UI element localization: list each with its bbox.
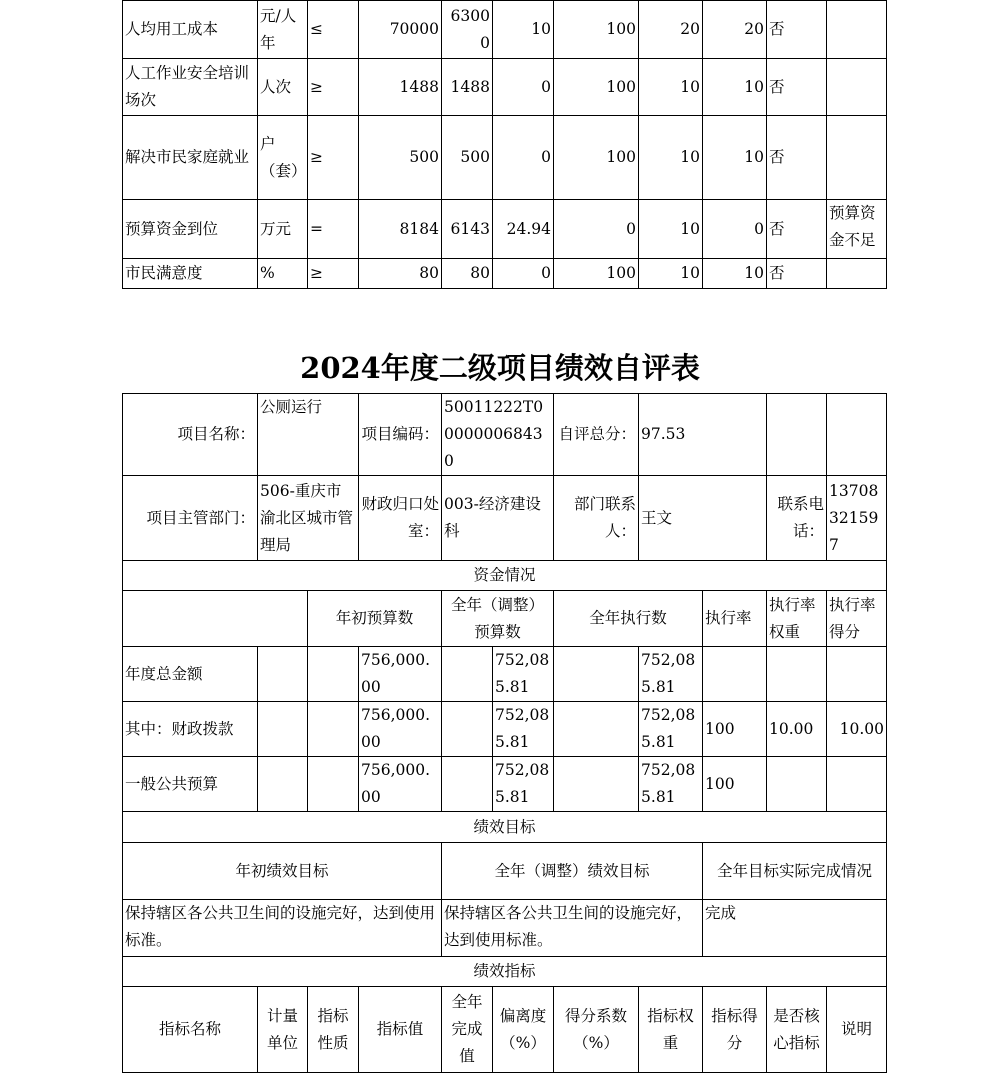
funds-adjusted: 752,085.81 bbox=[493, 757, 554, 812]
indicator-cell: 预算资金不足 bbox=[827, 200, 887, 259]
indicator-cell: 否 bbox=[767, 200, 827, 259]
indicator-cell: 1488 bbox=[359, 59, 442, 116]
funds-header: 执行率得分 bbox=[827, 591, 887, 647]
indicator-cell: 0 bbox=[703, 200, 767, 259]
funds-score bbox=[827, 647, 887, 702]
funds-header: 执行率 bbox=[703, 591, 767, 647]
indicator-cell: 万元 bbox=[258, 200, 308, 259]
indicator-header: 得分系数（%） bbox=[554, 987, 639, 1073]
self-evaluation-table bbox=[122, 393, 887, 1073]
empty-cell bbox=[258, 702, 308, 757]
funds-row bbox=[123, 647, 887, 702]
goal-initial: 保持辖区各公共卫生间的设施完好，达到使用标准。 bbox=[123, 900, 442, 957]
indicator-cell: 100 bbox=[554, 259, 639, 289]
indicator-cell: 10 bbox=[703, 59, 767, 116]
funds-label: 年度总金额 bbox=[123, 647, 258, 702]
funds-executed: 752,085.81 bbox=[639, 647, 703, 702]
indicator-cell: 80 bbox=[359, 259, 442, 289]
project-code-label: 项目编码： bbox=[359, 394, 442, 476]
indicator-cell: 1488 bbox=[442, 59, 493, 116]
contact-label: 部门联系人： bbox=[554, 476, 639, 561]
self-score-label: 自评总分： bbox=[554, 394, 639, 476]
page-title: 2024年度二级项目绩效自评表 bbox=[300, 351, 700, 385]
funds-initial: 756,000.00 bbox=[359, 702, 442, 757]
indicator-cell: 24.94 bbox=[493, 200, 554, 259]
indicator-cell: 10 bbox=[639, 200, 703, 259]
indicator-cell: 10 bbox=[639, 116, 703, 200]
indicator-header: 指标权重 bbox=[639, 987, 703, 1073]
funds-header: 全年执行数 bbox=[554, 591, 703, 647]
funds-adjusted: 752,085.81 bbox=[493, 647, 554, 702]
indicator-cell: 元/人年 bbox=[258, 1, 308, 59]
goal-adjusted: 保持辖区各公共卫生间的设施完好，达到使用标准。 bbox=[442, 900, 703, 957]
empty-cell bbox=[442, 647, 493, 702]
empty-cell bbox=[554, 702, 639, 757]
empty-cell bbox=[258, 647, 308, 702]
indicator-cell: 否 bbox=[767, 116, 827, 200]
indicator-header: 指标值 bbox=[359, 987, 442, 1073]
funds-score bbox=[827, 757, 887, 812]
indicators-section-header: 绩效指标 bbox=[123, 957, 887, 987]
indicator-row bbox=[123, 1, 887, 59]
indicator-cell: 63000 bbox=[442, 1, 493, 59]
indicator-cell: 0 bbox=[493, 59, 554, 116]
department-row bbox=[123, 476, 887, 561]
project-name: 公厕运行 bbox=[258, 394, 359, 476]
funds-adjusted: 752,085.81 bbox=[493, 702, 554, 757]
indicator-cell: 0 bbox=[554, 200, 639, 259]
funds-section-header: 资金情况 bbox=[123, 561, 887, 591]
indicator-cell: 0 bbox=[493, 116, 554, 200]
indicator-cell: 100 bbox=[554, 116, 639, 200]
office-label: 财政归口处室： bbox=[359, 476, 442, 561]
funds-initial: 756,000.00 bbox=[359, 757, 442, 812]
funds-row bbox=[123, 702, 887, 757]
funds-weight: 10.00 bbox=[767, 702, 827, 757]
indicator-cell: 否 bbox=[767, 1, 827, 59]
goals-row bbox=[123, 900, 887, 957]
funds-header: 年初预算数 bbox=[308, 591, 442, 647]
indicator-cell: 否 bbox=[767, 59, 827, 116]
indicator-cell: 80 bbox=[442, 259, 493, 289]
indicator-cell: 人工作业安全培训场次 bbox=[123, 59, 258, 116]
indicator-cell: ≥ bbox=[308, 259, 359, 289]
indicator-cell: 100 bbox=[554, 1, 639, 59]
indicator-cell: 8184 bbox=[359, 200, 442, 259]
goals-header-row bbox=[123, 843, 887, 900]
funds-rate: 100 bbox=[703, 757, 767, 812]
indicator-cell: 10 bbox=[703, 259, 767, 289]
self-score: 97.53 bbox=[639, 394, 767, 476]
indicator-cell: 市民满意度 bbox=[123, 259, 258, 289]
funds-score: 10.00 bbox=[827, 702, 887, 757]
goal-header-actual: 全年目标实际完成情况 bbox=[703, 843, 887, 900]
indicator-cell: ≥ bbox=[308, 116, 359, 200]
funds-weight bbox=[767, 647, 827, 702]
empty-cell bbox=[308, 702, 359, 757]
indicator-cell: 100 bbox=[554, 59, 639, 116]
funds-row bbox=[123, 757, 887, 812]
indicator-header: 偏离度（%） bbox=[493, 987, 554, 1073]
indicator-cell: 10 bbox=[639, 59, 703, 116]
indicator-header: 全年完成值 bbox=[442, 987, 493, 1073]
indicator-cell: 500 bbox=[442, 116, 493, 200]
funds-initial: 756,000.00 bbox=[359, 647, 442, 702]
funds-rate bbox=[703, 647, 767, 702]
goals-section-header: 绩效目标 bbox=[123, 812, 887, 843]
empty-cell bbox=[554, 757, 639, 812]
indicator-cell: 解决市民家庭就业 bbox=[123, 116, 258, 200]
indicator-table-continued bbox=[122, 0, 887, 289]
empty-cell bbox=[308, 757, 359, 812]
funds-rate: 100 bbox=[703, 702, 767, 757]
indicator-header: 计量单位 bbox=[258, 987, 308, 1073]
indicator-cell: 户（套） bbox=[258, 116, 308, 200]
indicator-cell: 人均用工成本 bbox=[123, 1, 258, 59]
indicator-header: 指标得分 bbox=[703, 987, 767, 1073]
indicator-cell bbox=[827, 1, 887, 59]
indicator-header: 指标名称 bbox=[123, 987, 258, 1073]
funds-header: 全年（调整）预算数 bbox=[442, 591, 554, 647]
indicator-cell: ≥ bbox=[308, 59, 359, 116]
funds-label: 一般公共预算 bbox=[123, 757, 258, 812]
indicator-row bbox=[123, 59, 887, 116]
indicator-cell: 否 bbox=[767, 259, 827, 289]
indicator-cell: 500 bbox=[359, 116, 442, 200]
indicator-header: 说明 bbox=[827, 987, 887, 1073]
goal-actual: 完成 bbox=[703, 900, 887, 957]
indicator-header: 指标性质 bbox=[308, 987, 359, 1073]
indicator-header: 是否核心指标 bbox=[767, 987, 827, 1073]
contact: 王文 bbox=[639, 476, 767, 561]
indicator-cell: = bbox=[308, 200, 359, 259]
goal-header-initial: 年初绩效目标 bbox=[123, 843, 442, 900]
funds-label: 其中：财政拨款 bbox=[123, 702, 258, 757]
funds-executed: 752,085.81 bbox=[639, 757, 703, 812]
indicator-cell: 20 bbox=[639, 1, 703, 59]
indicator-row bbox=[123, 200, 887, 259]
indicator-cell: 20 bbox=[703, 1, 767, 59]
phone: 13708321597 bbox=[827, 476, 887, 561]
empty-cell bbox=[442, 702, 493, 757]
indicator-row bbox=[123, 259, 887, 289]
indicator-cell: 预算资金到位 bbox=[123, 200, 258, 259]
office: 003-经济建设科 bbox=[442, 476, 554, 561]
indicator-cell bbox=[827, 116, 887, 200]
indicator-cell bbox=[827, 59, 887, 116]
goal-header-adjusted: 全年（调整）绩效目标 bbox=[442, 843, 703, 900]
project-info-row bbox=[123, 394, 887, 476]
indicator-cell: 10 bbox=[703, 116, 767, 200]
empty-cell bbox=[554, 647, 639, 702]
phone-label: 联系电话： bbox=[767, 476, 827, 561]
indicator-row bbox=[123, 116, 887, 200]
indicator-cell: % bbox=[258, 259, 308, 289]
indicator-cell bbox=[827, 259, 887, 289]
project-code: 50011222T000000068430 bbox=[442, 394, 554, 476]
funds-weight bbox=[767, 757, 827, 812]
indicator-cell: 0 bbox=[493, 259, 554, 289]
dept-label: 项目主管部门： bbox=[123, 476, 258, 561]
indicator-cell: 70000 bbox=[359, 1, 442, 59]
funds-header-row bbox=[123, 591, 887, 647]
indicator-cell: 10 bbox=[493, 1, 554, 59]
indicator-cell: ≤ bbox=[308, 1, 359, 59]
funds-executed: 752,085.81 bbox=[639, 702, 703, 757]
empty-cell bbox=[258, 757, 308, 812]
empty-cell bbox=[442, 757, 493, 812]
indicator-cell: 10 bbox=[639, 259, 703, 289]
indicators-header-row bbox=[123, 987, 887, 1073]
empty-cell bbox=[308, 647, 359, 702]
funds-header: 执行率权重 bbox=[767, 591, 827, 647]
indicator-cell: 人次 bbox=[258, 59, 308, 116]
indicator-cell: 6143 bbox=[442, 200, 493, 259]
project-name-label: 项目名称： bbox=[123, 394, 258, 476]
dept: 506-重庆市渝北区城市管理局 bbox=[258, 476, 359, 561]
